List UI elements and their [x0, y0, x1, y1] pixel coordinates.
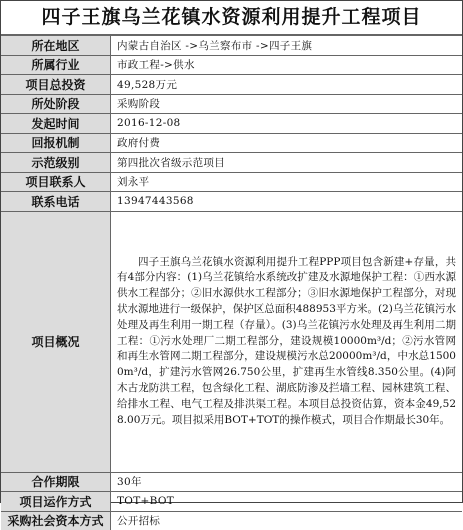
table-row-operation-mode: [1, 492, 462, 512]
row-label: 项目总投资: [1, 75, 111, 95]
row-label: 回报机制: [1, 133, 111, 153]
row-value: TOT+BOT: [111, 492, 463, 512]
row-value: 30年: [111, 472, 463, 492]
row-label: 所属行业: [1, 55, 111, 75]
table-row-launch-date: [1, 114, 462, 134]
row-label: 所在地区: [1, 36, 111, 56]
table-row-phone: [1, 192, 462, 212]
row-value: 第四批次省级示范项目: [111, 153, 463, 173]
table-row-procurement-method: [1, 511, 462, 530]
table-row-overview: [1, 211, 462, 472]
table-row-industry: [1, 55, 462, 75]
row-value: 政府付费: [111, 133, 463, 153]
overview-cell: [111, 211, 463, 472]
row-label: 项目联系人: [1, 172, 111, 192]
row-value: 采购阶段: [111, 94, 463, 114]
row-value: 刘永平: [111, 172, 463, 192]
table-row-region: [1, 36, 462, 56]
row-value: 49,528万元: [111, 75, 463, 95]
table-row-stage: [1, 94, 462, 114]
table-row-contact-person: [1, 172, 462, 192]
project-info-table: [1, 35, 462, 530]
row-value: 市政工程->供水: [111, 55, 463, 75]
row-value: 内蒙古自治区 ->乌兰察布市 ->四子王旗: [111, 36, 463, 56]
row-label: 采购社会资本方式: [1, 511, 111, 530]
row-value: 13947443568: [111, 192, 463, 212]
row-label: 项目概况: [1, 211, 111, 472]
row-label: 发起时间: [1, 114, 111, 134]
row-label: 合作期限: [1, 472, 111, 492]
row-label: 项目运作方式: [1, 492, 111, 512]
row-label: 所处阶段: [1, 94, 111, 114]
row-label: 示范级别: [1, 153, 111, 173]
table-row-total-investment: [1, 75, 462, 95]
table-row-cooperation-period: [1, 472, 462, 492]
table-row-return-mechanism: [1, 133, 462, 153]
page-title: 四子王旗乌兰花镇水资源利用提升工程项目: [1, 1, 462, 35]
table-row-demo-level: [1, 153, 462, 173]
row-label: 联系电话: [1, 192, 111, 212]
project-overview-text: 四子王旗乌兰花镇水资源利用提升工程PPP项目包含新建+存量，共有4部分内容：(1)乌兰花镇给水系统改扩建及水源地保护工程：①西水源供水工程部分；②旧水源供水工程部分；③旧水源地保护工程部分，对现状水源地进行一级保护，保护区总面积488953平方米。(2)乌兰花镇污水处理及再生利用一期工程（存量）。(3)乌兰花镇污水处理及再生利用二期工程：①污水处理厂二期工程部分，建设规模10000m³/d；②污水管网和再生水管网二期工程部分，建设规模污水总20000m³/d，中水总15000m³/d，扩建污水管网26.750公里，扩建再生水管线8.350公里。(4)阿木古龙防洪工程，包含绿化工程、湖底防渗及拦墙工程、园林建筑工程、给排水工程、电气工程及排洪渠工程。本项目总投资估算，资本金49,528.00万元。项目拟采用BOT+TOT的操作模式，项目合作期最长30年。: [117, 255, 456, 426]
row-value: 2016-12-08: [111, 114, 463, 134]
row-value: 公开招标: [111, 511, 463, 530]
